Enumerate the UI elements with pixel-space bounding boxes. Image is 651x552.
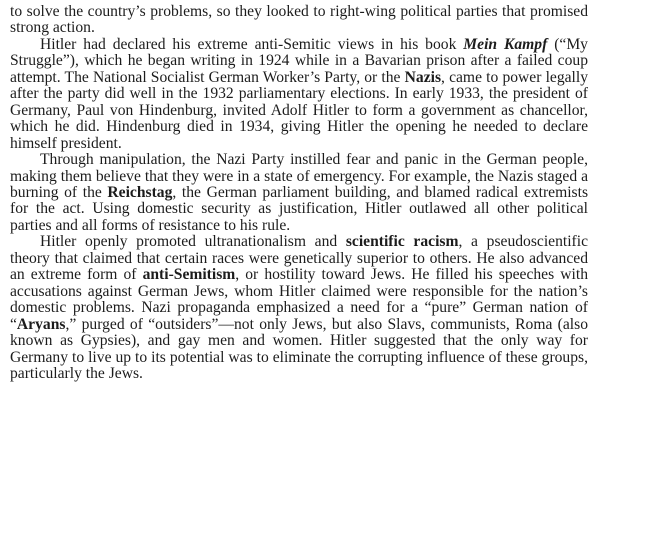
body-text: , a pseudoscientific theory that claimed that certain races were genetically superior to others. He also advanced an extreme form of: [10, 233, 588, 284]
body-text: , the German parliament building, and blamed radical extremists for the act. Using domestic security as justification, Hitler outlawed all other political parties and all forms of resistance to his rule.: [10, 183, 589, 234]
paragraph: [10, 4, 588, 37]
body-text: , or hostility toward Jews. He filled his speeches with accusations against German Jews, whom Hitler claimed were responsible for the nation’s domestic problems. Nazi propaganda emphasized a need for a “pure” German nation of “: [10, 266, 588, 333]
body-text: Hitler had declared his extreme anti-Semitic views in his book: [40, 35, 464, 53]
body-text: to solve the country’s problems, so they looked to right-wing political parties that promised strong action.: [10, 3, 588, 37]
body-text: ,” purged of “outsiders”—not only Jews, but also Slavs, communists, Roma (also known as Gypsies), and gay men and women. Hitler suggested that the only way for Germany to live up to its potential was to eliminate the corrupting influence of these groups, particularly the Jews.: [10, 315, 588, 382]
body-text: Through manipulation, the Nazi Party instilled fear and panic in the German people, making them believe that they were in a state of emergency. For example, the Nazis staged a burning of the: [10, 151, 588, 201]
key-term: anti-Semitism: [142, 266, 236, 284]
paragraph: [10, 152, 588, 234]
body-text: , came to power legally after the party did well in the 1932 parliamentary elections. In early 1933, the president of Germany, Paul von Hindenburg, invited Adolf Hitler to form a government as chancellor, which he did. Hindenburg died in 1934, giving Hitler the opening he needed to declare himself president.: [10, 68, 589, 152]
key-term: Reichstag: [107, 183, 173, 201]
key-term: Nazis: [404, 68, 442, 86]
paragraph: [10, 37, 588, 152]
key-term: Aryans: [16, 315, 66, 333]
book-title: Mein Kampf: [463, 35, 548, 53]
key-term: scientific racism: [345, 233, 459, 251]
document-page: [10, 4, 588, 382]
body-text: Hitler openly promoted ultranationalism and: [40, 233, 346, 251]
body-text: (“My Struggle”), which he began writing in 1924 while in a Bavarian prison after a failed coup attempt. The National Socialist German Worker’s Party, or the: [10, 35, 588, 86]
paragraph: [10, 234, 588, 382]
